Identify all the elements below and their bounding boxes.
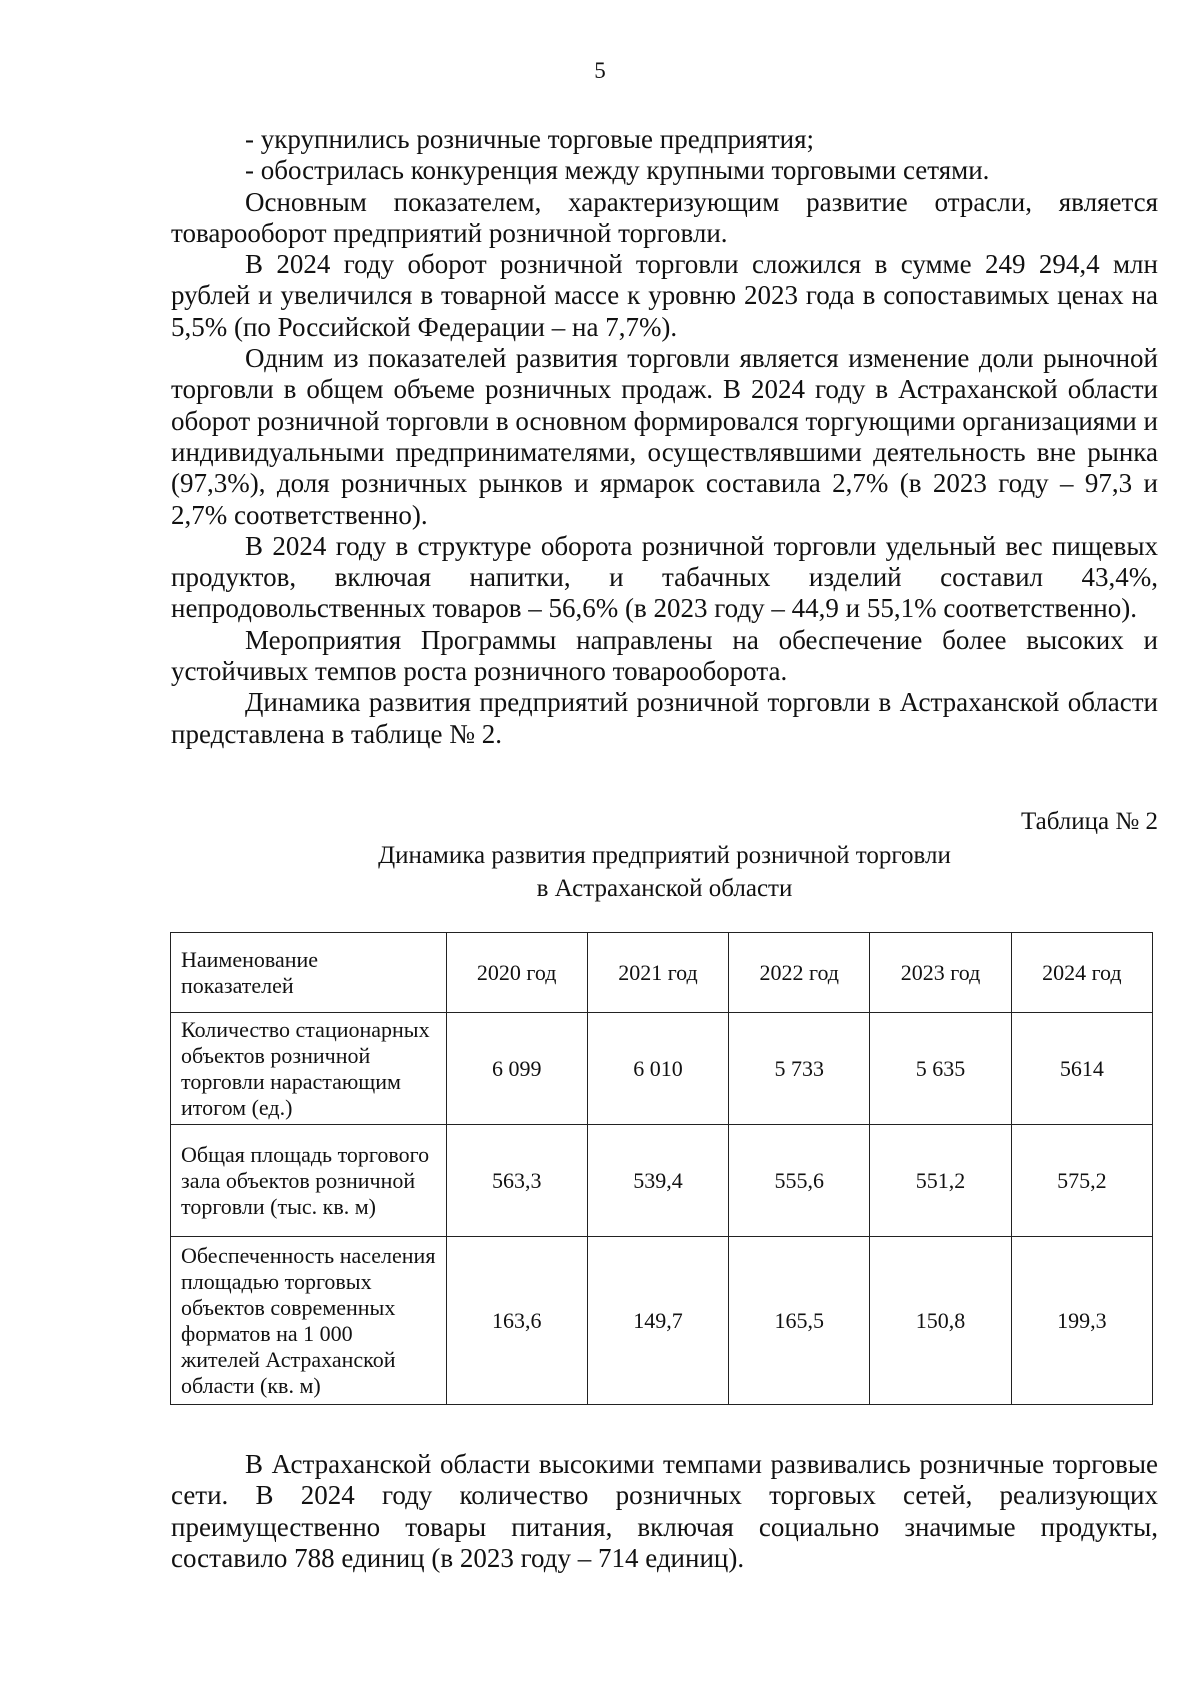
closing-text <box>171 1449 1158 1574</box>
header-cell: 2023 год <box>870 933 1011 1013</box>
table-cell: 6 010 <box>587 1013 728 1125</box>
table-cell: 563,3 <box>446 1125 587 1237</box>
table-cell: 555,6 <box>729 1125 870 1237</box>
table-cell: 5 635 <box>870 1013 1011 1125</box>
paragraph: Динамика развития предприятий розничной торговли в Астраханской области представлена в таблице № 2. <box>171 687 1158 749</box>
header-cell: 2021 год <box>587 933 728 1013</box>
table-title-line: в Астраханской области <box>536 875 793 902</box>
page-number: 5 <box>594 58 606 83</box>
table-cell: 6 099 <box>446 1013 587 1125</box>
table-caption: Таблица № 2 <box>1020 808 1158 835</box>
paragraph: В 2024 году оборот розничной торговли сложился в сумме 249 294,4 млн рублей и увеличился в товарной массе к уровню 2023 года в сопоставимых ценах на 5,5% (по Российской Федерации – на 7,7%). <box>171 249 1158 342</box>
table-row <box>171 1125 1153 1237</box>
table-cell: 165,5 <box>729 1237 870 1405</box>
row-label: Обеспеченность населения площадью торговых объектов современных форматов на 1 000 жителей Астраханской области (кв. м) <box>171 1237 447 1405</box>
table-cell: 199,3 <box>1011 1237 1152 1405</box>
table-row <box>171 1013 1153 1125</box>
header-cell: 2022 год <box>729 933 870 1013</box>
table-title-line: Динамика развития предприятий розничной торговли <box>378 842 951 869</box>
intro-text <box>171 124 1158 750</box>
table-cell: 539,4 <box>587 1125 728 1237</box>
paragraph: Мероприятия Программы направлены на обеспечение более высоких и устойчивых темпов роста розничного товарооборота. <box>171 624 1158 687</box>
table-row <box>171 1237 1153 1405</box>
table-title <box>171 839 1158 905</box>
paragraph: В Астраханской области высокими темпами развивались розничные торговые сети. В 2024 году количество розничных торговых сетей, реализующих преимущественно товары питания, включая социально значимые продукты, составило 788 единиц (в 2023 году – 714 единиц). <box>171 1449 1158 1573</box>
table-cell: 150,8 <box>870 1237 1011 1405</box>
dash-item: - обострилась конкуренция между крупными торговыми сетями. <box>245 155 990 186</box>
row-label: Общая площадь торгового зала объектов розничной торговли (тыс. кв. м) <box>171 1125 447 1237</box>
table-cell: 5 733 <box>729 1013 870 1125</box>
table-cell: 149,7 <box>587 1237 728 1405</box>
table-cell: 551,2 <box>870 1125 1011 1237</box>
paragraph: Основным показателем, характеризующим развитие отрасли, является товарооборот предприятий розничной торговли. <box>171 186 1158 248</box>
header-cell: 2024 год <box>1011 933 1152 1013</box>
table-cell: 163,6 <box>446 1237 587 1405</box>
paragraph: В 2024 году в структуре оборота розничной торговли удельный вес пищевых продуктов, включая напитки, и табачных изделий составил 43,4%, непродовольственных товаров – 56,6% (в 2023 году – 44,9 и 55,1% соответственно). <box>171 530 1158 624</box>
table-cell: 5614 <box>1011 1013 1152 1125</box>
row-label: Количество стационарных объектов розничной торговли нарастающим итогом (ед.) <box>171 1013 447 1125</box>
header-cell: 2020 год <box>446 933 587 1013</box>
dash-item: - укрупнились розничные торговые предприятия; <box>245 124 815 154</box>
paragraph: Одним из показателей развития торговли является изменение доли рыночной торговли в общем объеме розничных продаж. В 2024 году в Астраханской области оборот розничной торговли в основном формировался торгующими организациями и индивидуальными предпринимателями, осуществлявшими деятельность вне рынка (97,3%), доля розничных рынков и ярмарок составила 2,7% (в 2023 году – 97,3 и 2,7% соответственно). <box>171 343 1158 530</box>
table-header-row <box>171 933 1153 1013</box>
table-cell: 575,2 <box>1011 1125 1152 1237</box>
header-cell: Наименование показателей <box>171 933 447 1013</box>
retail-dynamics-table <box>170 932 1153 1405</box>
